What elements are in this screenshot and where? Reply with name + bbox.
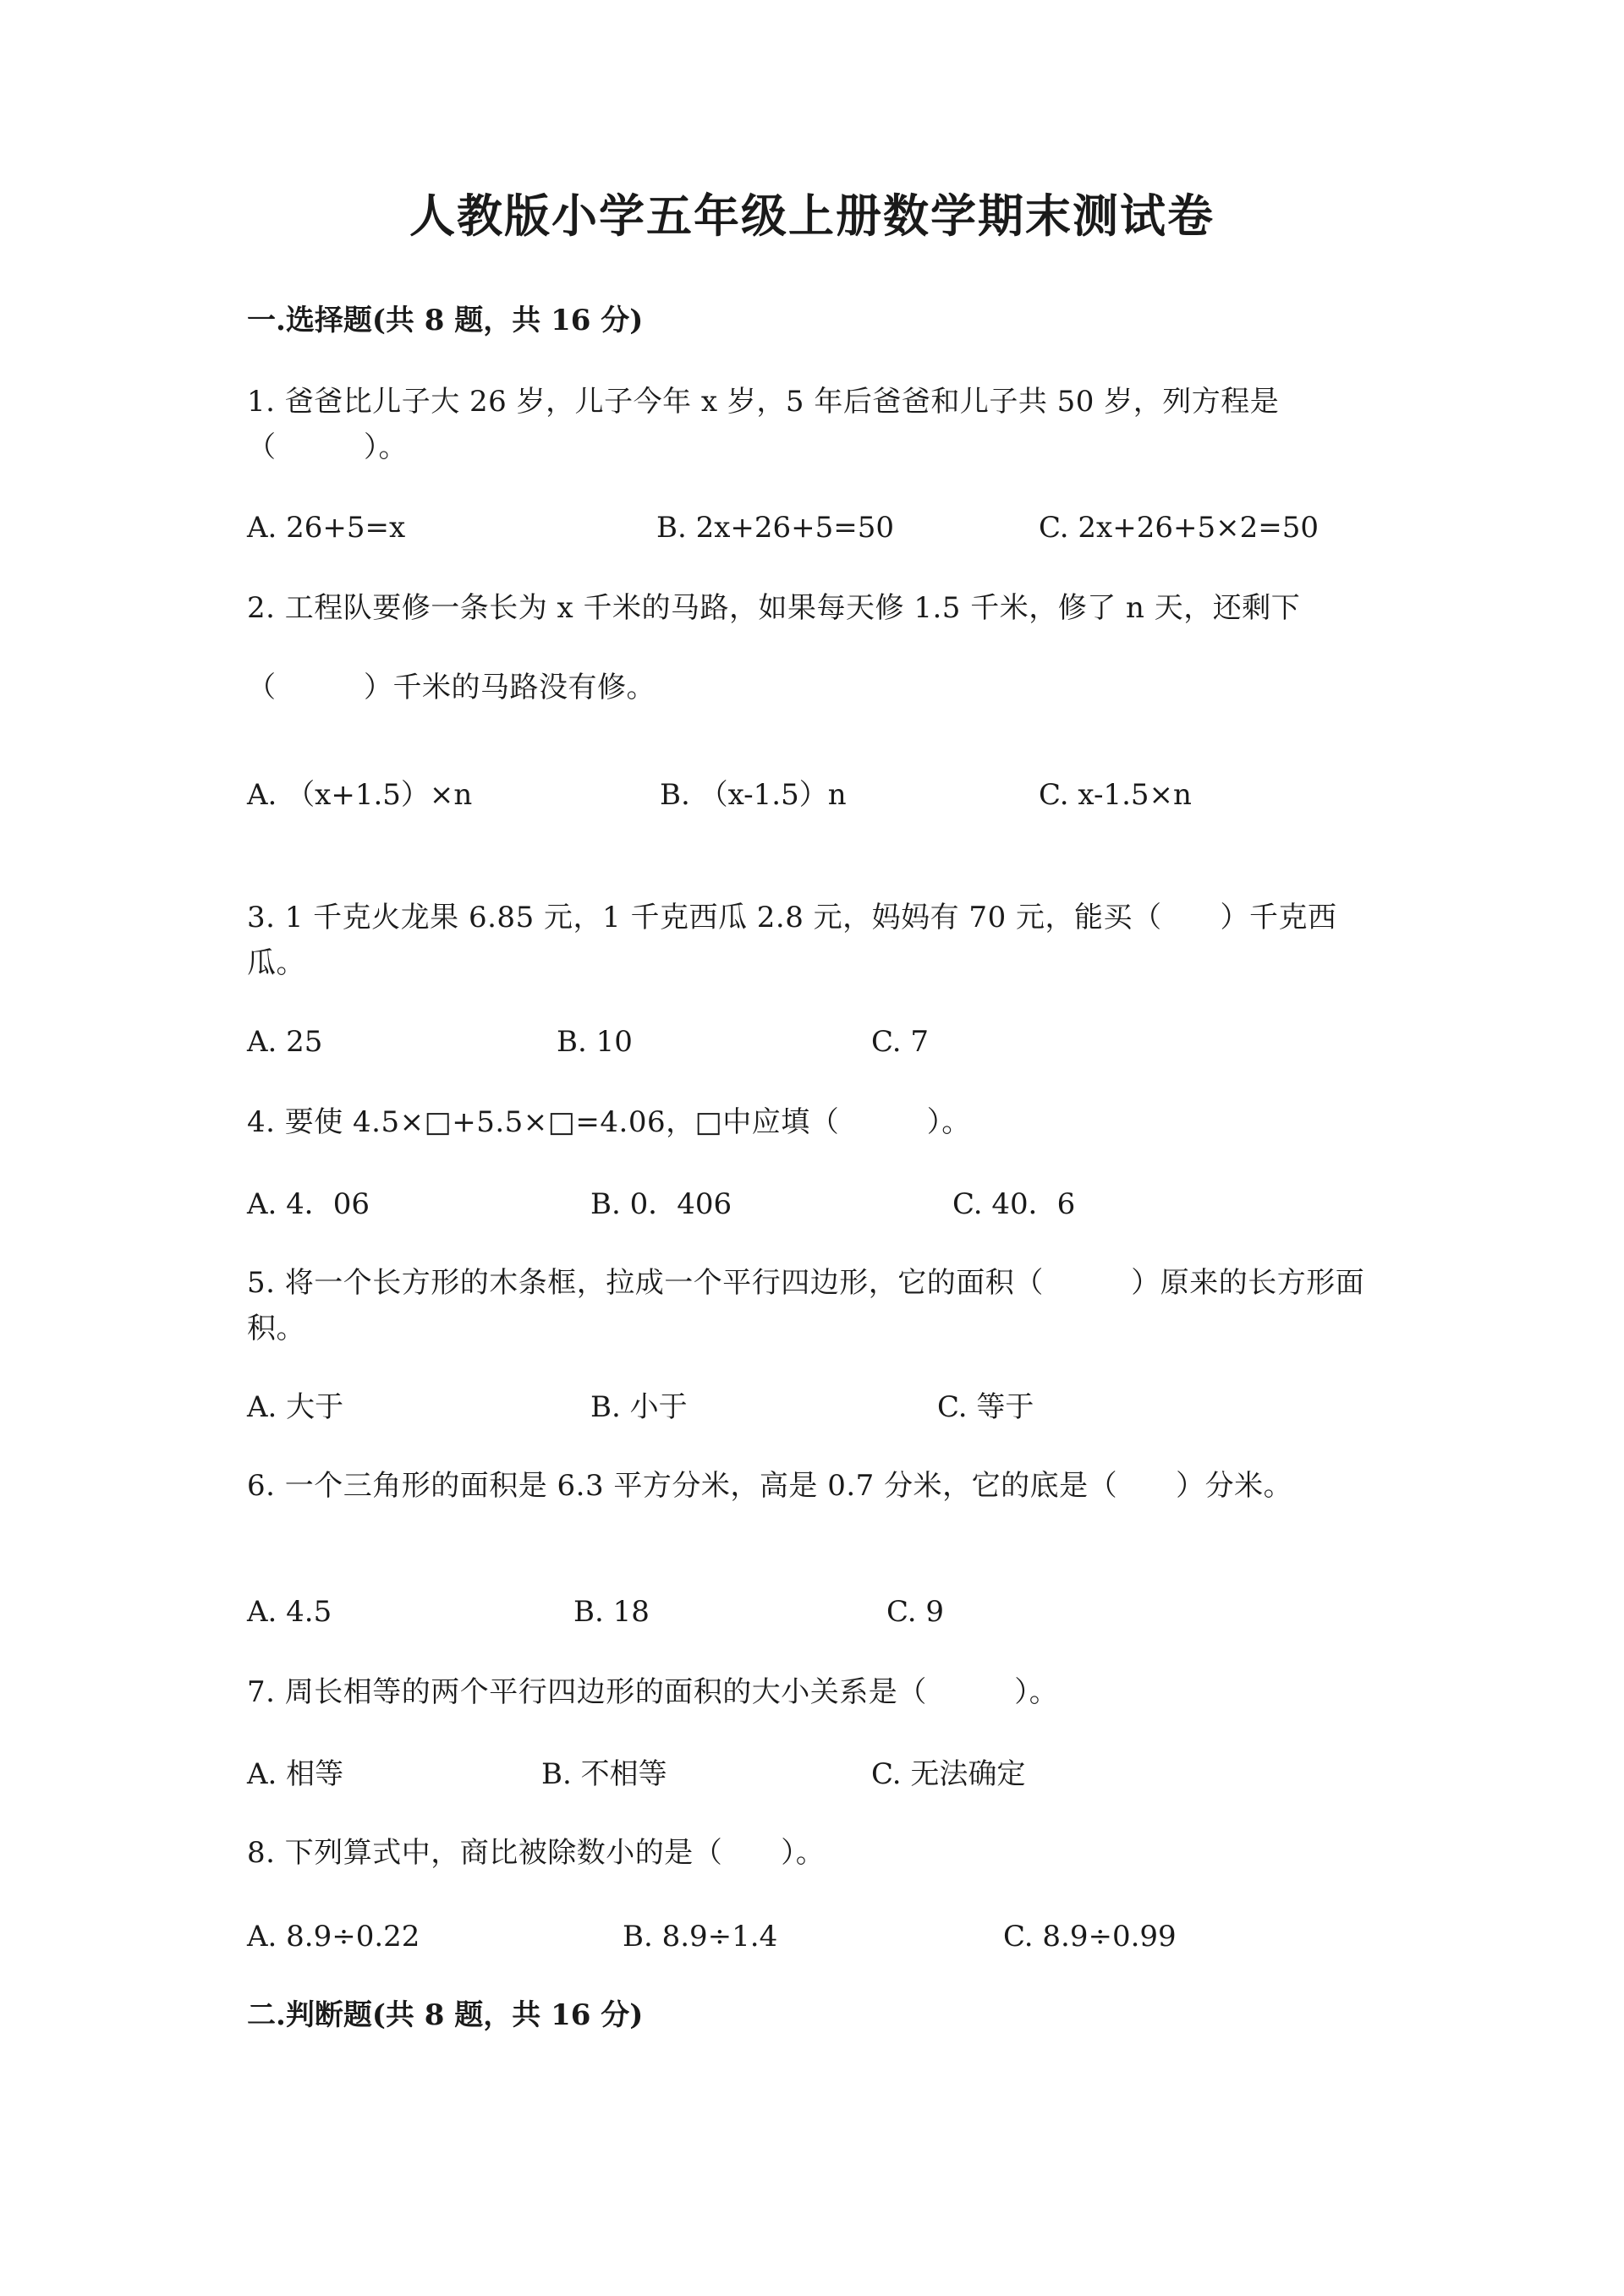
option-a: A. 相等 [247,1757,344,1791]
page-title: 人教版小学五年级上册数学期末测试卷 [409,189,1215,243]
question-7-options [0,1757,1624,1791]
option-a: A. 4．06 [247,1187,370,1221]
question-8-options [0,1920,1624,1954]
option-c: C. 无法确定 [871,1757,1026,1791]
option-c: C. 7 [871,1025,930,1059]
option-c: C. 40．6 [952,1187,1076,1221]
option-c: C. 2x+26+5×2=50 [1039,511,1319,545]
option-a: A. 4.5 [247,1595,332,1629]
option-c: C. x-1.5×n [1039,778,1192,812]
question-8: 8. 下列算式中，商比被除数小的是（ ）。 [247,1836,826,1870]
question-3-options [0,1025,1624,1059]
option-b: B. 2x+26+5=50 [656,511,895,545]
question-2: 2. 工程队要修一条长为 x 千米的马路，如果每天修 1.5 千米，修了 n 天，还剩下（ ）千米的马路没有修。 [247,591,1301,704]
section-heading-judgement: 二.判断题(共 8 题，共 16 分) [247,1998,644,2032]
question-4: 4. 要使 4.5×□+5.5×□=4.06，□中应填（ ）。 [247,1105,971,1139]
question-5-options [0,1390,1624,1424]
question-7: 7. 周长相等的两个平行四边形的面积的大小关系是（ ）。 [247,1675,1059,1709]
option-b: B. 8.9÷1.4 [623,1920,778,1954]
question-4-options [0,1187,1624,1221]
question-6: 6. 一个三角形的面积是 6.3 平方分米，高是 0.7 分米，它的底是（ ）分米。 [247,1469,1293,1503]
section-heading-choice: 一.选择题(共 8 题，共 16 分) [247,304,644,337]
option-b: B. 0．406 [590,1187,732,1221]
option-a: A. （x+1.5）×n [247,778,473,812]
question-1-options [0,511,1624,545]
option-b: B. （x-1.5）n [660,778,847,812]
question-5: 5. 将一个长方形的木条框，拉成一个平行四边形，它的面积（ ）原来的长方形面积。 [247,1266,1365,1345]
option-b: B. 10 [557,1025,633,1059]
question-1: 1. 爸爸比儿子大 26 岁，儿子今年 x 岁，5 年后爸爸和儿子共 50 岁，列方程是（ ）。 [247,385,1280,464]
option-b: B. 不相等 [541,1757,667,1791]
question-2-options [0,778,1624,812]
option-a: A. 8.9÷0.22 [247,1920,420,1954]
option-a: A. 大于 [247,1390,344,1424]
option-c: C. 8.9÷0.99 [1003,1920,1177,1954]
question-6-options [0,1595,1624,1629]
option-b: B. 18 [573,1595,650,1629]
option-c: C. 等于 [937,1390,1034,1424]
option-a: A. 26+5=x [247,511,406,545]
question-3: 3. 1 千克火龙果 6.85 元，1 千克西瓜 2.8 元，妈妈有 70 元，能买（ ）千克西瓜。 [247,901,1337,980]
option-a: A. 25 [247,1025,323,1059]
option-b: B. 小于 [590,1390,688,1424]
option-c: C. 9 [886,1595,945,1629]
